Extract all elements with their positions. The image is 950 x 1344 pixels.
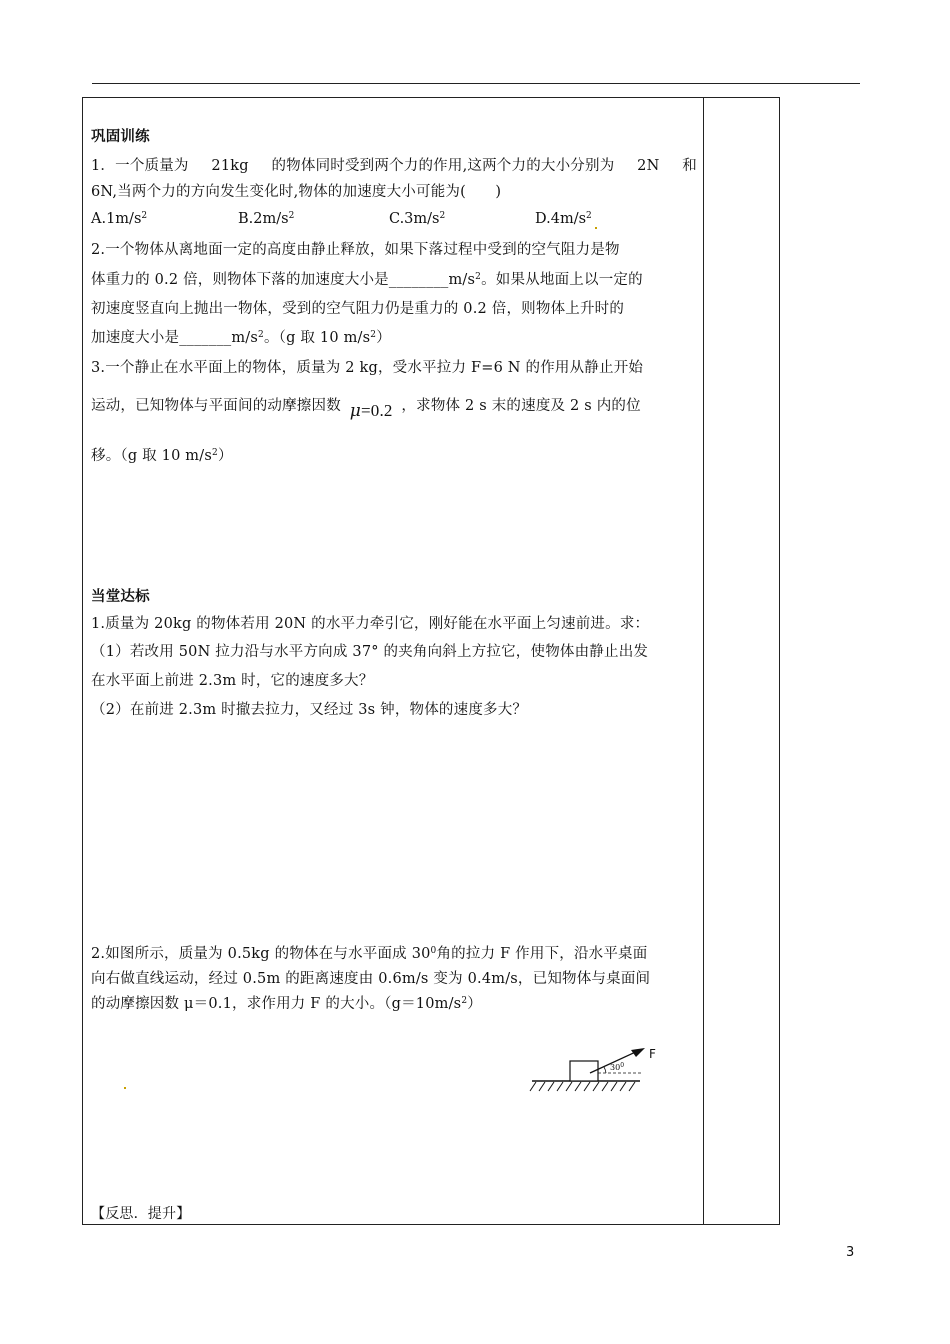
practice-q1-line2: 6N,当两个力的方向发生变化时,物体的加速度大小可能为( )	[91, 184, 502, 200]
page-number: 3	[846, 1245, 855, 1260]
option-a: $A.1m/s^2$	[91, 211, 148, 227]
angle-arc	[604, 1067, 606, 1073]
force-label: F	[649, 1047, 656, 1061]
practice-q2-line1: 2.一个物体从离地面一定的高度由静止释放，如果下落过程中受到的空气阻力是物	[91, 242, 620, 258]
worksheet-table	[82, 97, 780, 1225]
practice-q3-line3: 移。（g 取 10 $m/s^2$）	[91, 448, 233, 464]
block-on-surface-figure	[528, 1043, 668, 1107]
friction-coefficient-formula: μ=0.2	[349, 401, 393, 421]
practice-q2-line2: 体重力的 0.2 倍，则物体下落的加速度大小是$\_\_\_\_\_\_\_\_m/s^2$。如果从地面上以一定的	[91, 272, 643, 288]
ground-hatching	[530, 1082, 635, 1091]
test-q2-line1: 2.如图所示，质量为 0.5kg 的物体在与水平面成 $30^0$角的拉力 F 作用下，沿水平桌面	[91, 946, 648, 962]
practice-q1-line1: 1．一个质量为 21kg 的物体同时受到两个力的作用,这两个力的大小分别为 2N 和	[91, 158, 697, 174]
test-q1-line1: 1.质量为 20kg 的物体若用 20N 的水平力牵引它，刚好能在水平面上匀速前进。求：	[91, 616, 650, 632]
practice-q3-line2: 运动，已知物体与平面间的动摩擦因数 μ=0.2 ，求物体 2 s 末的速度及 2 s 内的位	[91, 398, 641, 421]
test-q2-line2: 向右做直线运动，经过 0.5m 的距离速度由 0.6m/s 变为 0.4m/s，已知物体与桌面间	[91, 971, 651, 987]
stray-mark	[124, 1087, 126, 1089]
reflection-label: 【反思．提升】	[91, 1206, 191, 1222]
stray-mark-2	[595, 227, 597, 229]
test-q1-sub1-line2: 在水平面上前进 2.3m 时，它的速度多大？	[91, 673, 374, 689]
practice-q1-options	[91, 211, 697, 231]
practice-q3-line1: 3.一个静止在水平面上的物体，质量为 2 kg，受水平拉力 F=6 N 的作用从静止开始	[91, 360, 644, 376]
force-arrow-head	[631, 1048, 645, 1057]
angle-label: $30^0$	[610, 1062, 625, 1072]
test-q2-line3: 的动摩擦因数 μ＝0.1，求作用力 F 的大小。$(g=10m/s^2)$	[91, 996, 482, 1012]
header-rule	[92, 83, 860, 84]
practice-q2-line4: 加速度大小是$\_\_\_\_\_\_\_m/s^2$。（g 取 10 $m/s^2$）	[91, 330, 391, 346]
option-b: $B.2m/s^2$	[238, 211, 295, 227]
section-title-test: 当堂达标	[91, 589, 150, 605]
test-q1-sub1-line1: （1）若改用 50N 拉力沿与水平方向成 37° 的夹角向斜上方拉它，使物体由静止出发	[91, 644, 649, 660]
practice-q2-line3: 初速度竖直向上抛出一物体，受到的空气阻力仍是重力的 0.2 倍，则物体上升时的	[91, 301, 625, 317]
option-d: $D.4m/s^2$	[535, 211, 592, 227]
option-c: $C.3m/s^2$	[389, 211, 446, 227]
test-q1-sub2: （2）在前进 2.3m 时撤去拉力，又经过 3s 钟，物体的速度多大？	[91, 702, 528, 718]
notes-column-divider	[703, 97, 704, 1225]
section-title-practice: 巩固训练	[91, 129, 150, 145]
